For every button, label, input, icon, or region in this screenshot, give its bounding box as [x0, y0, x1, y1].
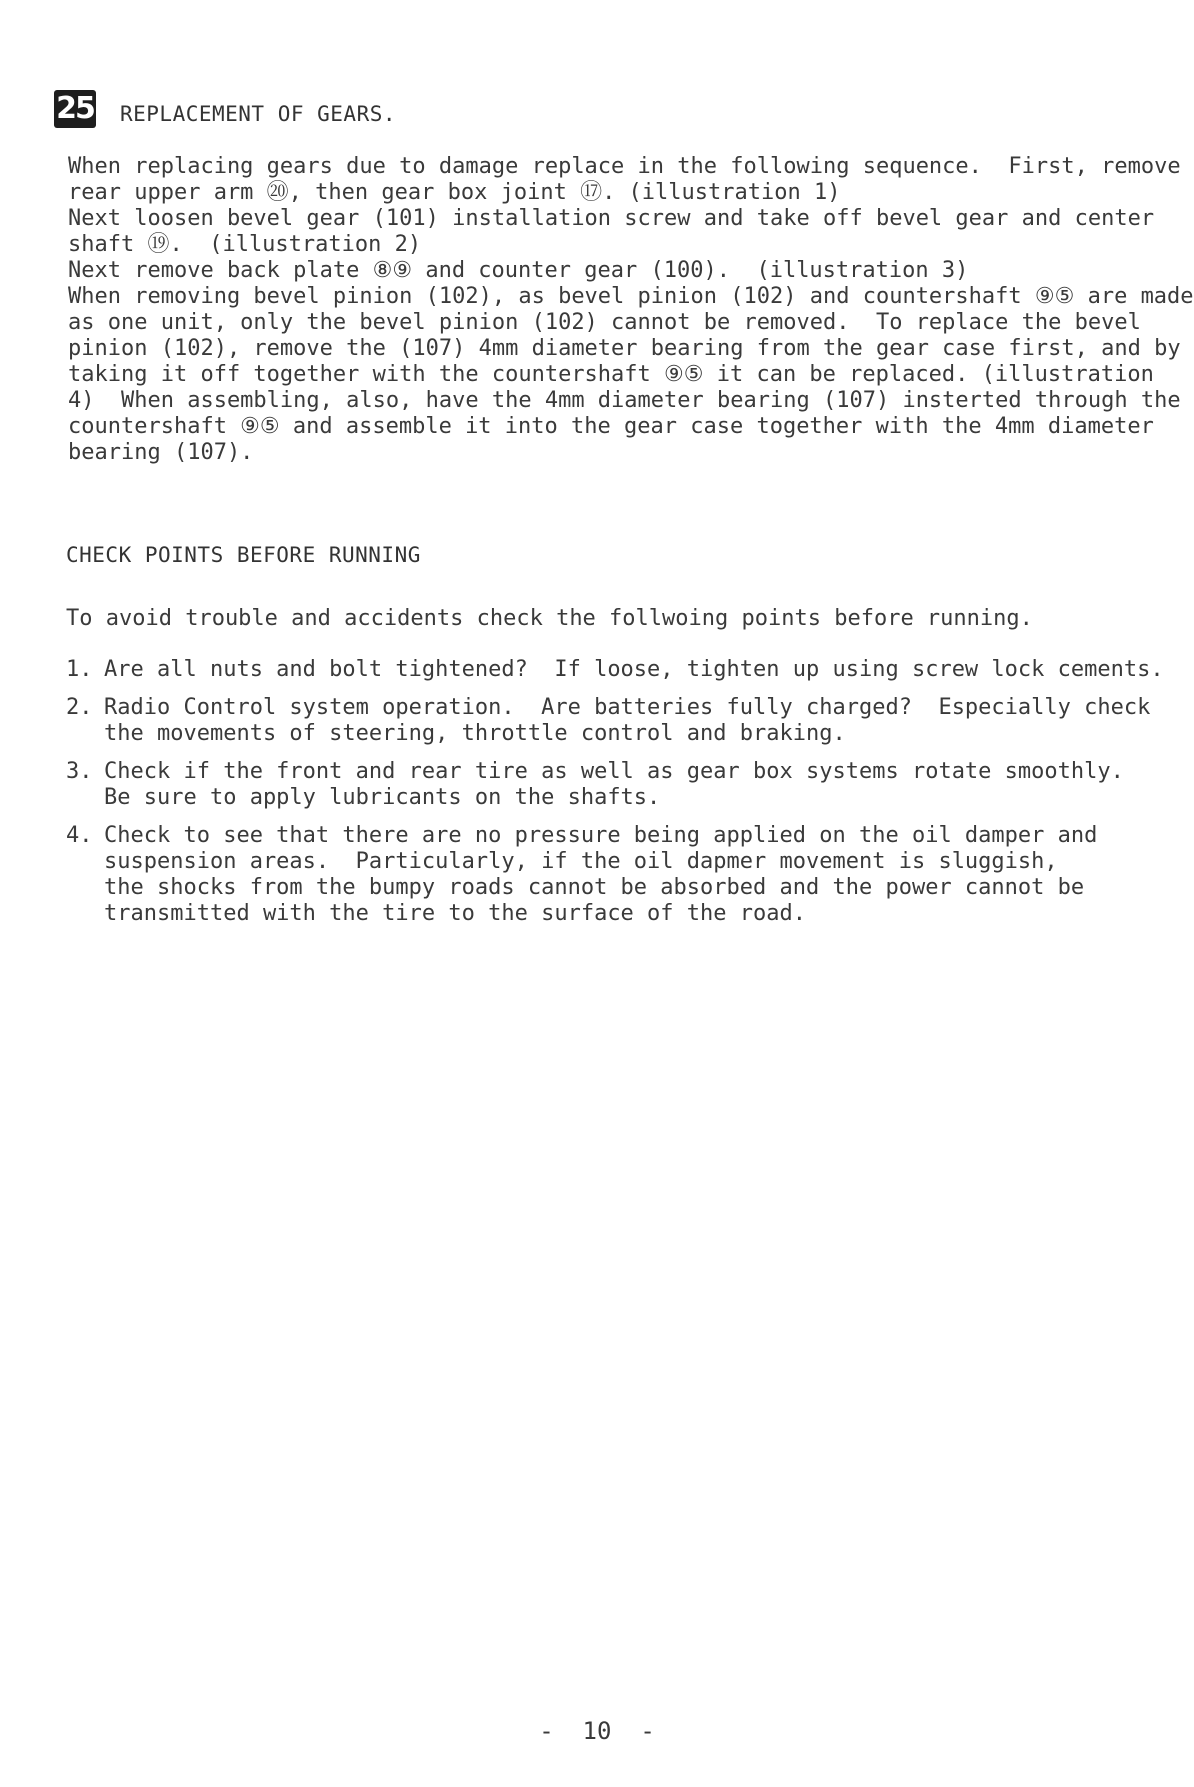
paragraph-line: shaft ⑲. (illustration 2)	[68, 232, 422, 257]
list-item-line: transmitted with the tire to the surface of the road.	[104, 901, 806, 926]
page-number: - 10 -	[539, 1717, 655, 1745]
paragraph-line: When replacing gears due to damage replace in the following sequence. First, remove	[68, 154, 1181, 179]
paragraph-line: rear upper arm ⑳, then gear box joint ⑰. (illustration 1)	[68, 180, 841, 205]
paragraph-line: as one unit, only the bevel pinion (102) cannot be removed. To replace the bevel	[68, 310, 1141, 335]
list-item-line: Check to see that there are no pressure being applied on the oil damper and	[104, 823, 1098, 848]
intro-line: To avoid trouble and accidents check the follwoing points before running.	[66, 606, 1033, 631]
list-item-text	[104, 759, 1124, 811]
section-number-badge: 25	[54, 90, 96, 128]
list-item-line: suspension areas. Particularly, if the oil dapmer movement is sluggish,	[104, 849, 1058, 874]
paragraph-line: 4) When assembling, also, have the 4mm diameter bearing (107) insterted through the	[68, 388, 1181, 413]
check-points-title: CHECK POINTS BEFORE RUNNING	[66, 543, 421, 567]
list-item-text	[104, 823, 1097, 927]
list-item-line: Radio Control system operation. Are batteries fully charged? Especially check	[104, 695, 1151, 720]
check-intro	[66, 606, 1156, 632]
paragraph-line: Next remove back plate ⑧⑨ and counter gear (100). (illustration 3)	[68, 258, 969, 283]
paragraph-line: taking it off together with the countershaft ⑨⑤ it can be replaced. (illustration	[68, 362, 1154, 387]
list-item-line: Are all nuts and bolt tightened? If loose, tighten up using screw lock cements.	[104, 657, 1164, 682]
list-item-text	[104, 695, 1150, 747]
list-item-number: 3.	[66, 759, 93, 784]
paragraph-line: When removing bevel pinion (102), as bevel pinion (102) and countershaft ⑨⑤ are made	[68, 284, 1194, 309]
list-item-line: the movements of steering, throttle control and braking.	[104, 721, 846, 746]
list-item-number: 1.	[66, 657, 93, 682]
replacement-paragraph	[68, 154, 1194, 466]
list-item-line: Be sure to apply lubricants on the shafts.	[104, 785, 661, 810]
paragraph-line: pinion (102), remove the (107) 4mm diameter bearing from the gear case first, and by	[68, 336, 1181, 361]
section-title: REPLACEMENT OF GEARS.	[120, 102, 397, 126]
list-item-line: Check if the front and rear tire as well as gear box systems rotate smoothly.	[104, 759, 1124, 784]
paragraph-line: Next loosen bevel gear (101) installation screw and take off bevel gear and center	[68, 206, 1155, 231]
list-item-line: the shocks from the bumpy roads cannot be absorbed and the power cannot be	[104, 875, 1085, 900]
list-item-number: 4.	[66, 823, 93, 848]
list-item-text	[104, 657, 1164, 683]
paragraph-line: countershaft ⑨⑤ and assemble it into the gear case together with the 4mm diameter	[68, 414, 1154, 439]
paragraph-line: bearing (107).	[68, 440, 254, 465]
list-item-number: 2.	[66, 695, 93, 720]
